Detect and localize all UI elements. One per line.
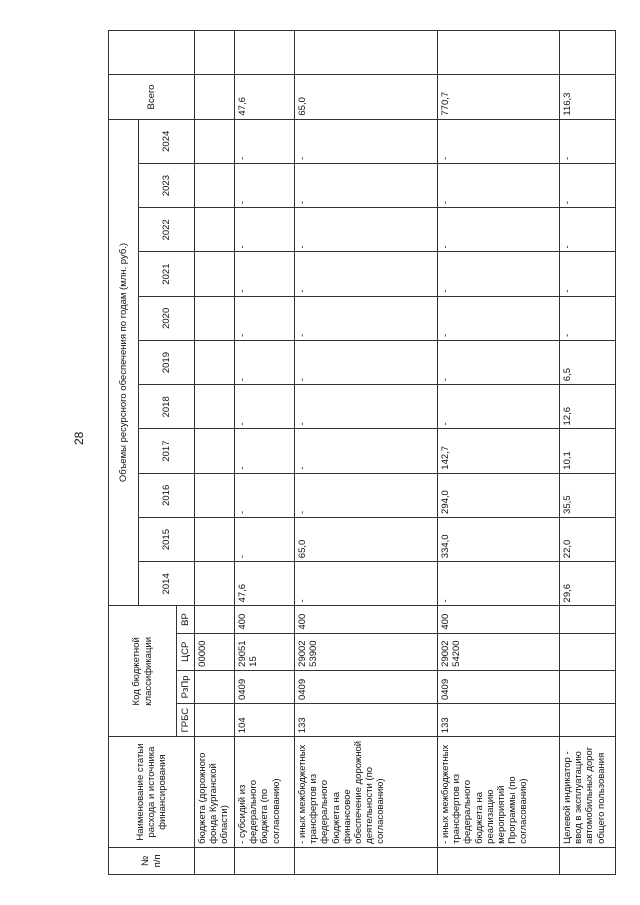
header-code-rzpr: РзПр <box>177 670 195 703</box>
row-value-2020 <box>195 296 235 340</box>
row-vr: 400 <box>438 606 560 633</box>
row-value-2017: 10,1 <box>560 429 616 473</box>
row-rzpr: 0409 <box>295 670 438 703</box>
row-name: бюджета (дорожного фонда Курганской области) <box>195 737 235 848</box>
budget-table-container <box>108 30 615 875</box>
row-grbs: 133 <box>295 704 438 737</box>
header-volumes-group: Объемы ресурсного обеспечения по годам (млн. руб.) <box>109 119 139 606</box>
row-value-2023 <box>195 163 235 207</box>
row-name: - субсидий из федерального бюджета (по согласованию) <box>235 737 295 848</box>
row-value-2019: - <box>295 340 438 384</box>
row-value-2017 <box>195 429 235 473</box>
row-value-2019: 6,5 <box>560 340 616 384</box>
row-grbs: 133 <box>438 704 560 737</box>
header-code-csr: ЦСР <box>177 633 195 670</box>
row-value-2014: - <box>295 562 438 606</box>
row-value-2022: - <box>235 208 295 252</box>
row-value-2024: - <box>438 119 560 163</box>
row-value-2017: - <box>295 429 438 473</box>
row-vr <box>560 606 616 633</box>
header-code-vr: ВР <box>177 606 195 633</box>
header-num: № п/п <box>109 847 195 874</box>
header-year-2018: 2018 <box>139 385 195 429</box>
table-row <box>438 31 560 875</box>
row-total: 65,0 <box>295 75 438 119</box>
row-value-2020: - <box>438 296 560 340</box>
row-value-2018: 12,6 <box>560 385 616 429</box>
row-value-2018: - <box>438 385 560 429</box>
row-vr: 400 <box>295 606 438 633</box>
row-value-2021: - <box>295 252 438 296</box>
header-year-2017: 2017 <box>139 429 195 473</box>
header-code-grbs: ГРБС <box>177 704 195 737</box>
header-year-2020: 2020 <box>139 296 195 340</box>
row-value-2018 <box>195 385 235 429</box>
table-row <box>195 31 235 875</box>
row-value-2024: - <box>560 119 616 163</box>
header-code-group: Код бюджетной классификации <box>109 606 177 737</box>
row-value-2023: - <box>438 163 560 207</box>
row-total: 47,6 <box>235 75 295 119</box>
header-extra-empty <box>109 31 195 75</box>
row-value-2020: - <box>235 296 295 340</box>
header-total: Всего <box>109 75 195 119</box>
row-total <box>195 75 235 119</box>
row-value-2021: - <box>235 252 295 296</box>
row-vr: 400 <box>235 606 295 633</box>
row-value-2021: - <box>560 252 616 296</box>
row-csr: 29002 54200 <box>438 633 560 670</box>
row-value-2024: - <box>235 119 295 163</box>
row-value-2024: - <box>295 119 438 163</box>
table-row <box>295 31 438 875</box>
row-name: - иных межбюджетных трансфертов из федерального бюджета на финансовое обеспечение дорожной деятельности (по согласованию) <box>295 737 438 848</box>
header-year-2014: 2014 <box>139 562 195 606</box>
row-value-2021: - <box>438 252 560 296</box>
row-rzpr <box>560 670 616 703</box>
row-value-2015: 22,0 <box>560 517 616 561</box>
row-value-2022: - <box>295 208 438 252</box>
row-num <box>295 847 438 874</box>
row-grbs: 104 <box>235 704 295 737</box>
row-csr: 29051 15 <box>235 633 295 670</box>
row-value-2015: - <box>235 517 295 561</box>
header-year-2023: 2023 <box>139 163 195 207</box>
row-csr <box>560 633 616 670</box>
row-num <box>560 847 616 874</box>
row-extra-empty <box>235 31 295 75</box>
row-value-2016 <box>195 473 235 517</box>
row-value-2024 <box>195 119 235 163</box>
row-num <box>438 847 560 874</box>
row-value-2015 <box>195 517 235 561</box>
row-value-2018: - <box>295 385 438 429</box>
row-value-2022: - <box>438 208 560 252</box>
budget-table <box>108 30 616 875</box>
table-row <box>560 31 616 875</box>
row-rzpr: 0409 <box>438 670 560 703</box>
row-value-2014 <box>195 562 235 606</box>
row-name: - иных межбюджетных трансфертов из федерального бюджета на реализацию мероприятий Программы (по согласованию) <box>438 737 560 848</box>
row-value-2020: - <box>295 296 438 340</box>
row-total: 116,3 <box>560 75 616 119</box>
row-value-2023: - <box>295 163 438 207</box>
header-year-2015: 2015 <box>139 517 195 561</box>
row-grbs <box>195 704 235 737</box>
row-value-2023: - <box>235 163 295 207</box>
row-num <box>195 847 235 874</box>
row-csr: 00000 <box>195 633 235 670</box>
row-rzpr: 0409 <box>235 670 295 703</box>
header-year-2024: 2024 <box>139 119 195 163</box>
row-value-2016: - <box>295 473 438 517</box>
row-value-2014: 47,6 <box>235 562 295 606</box>
row-value-2016: 35,5 <box>560 473 616 517</box>
header-year-2021: 2021 <box>139 252 195 296</box>
row-extra-empty <box>195 31 235 75</box>
row-value-2016: - <box>235 473 295 517</box>
row-vr <box>195 606 235 633</box>
row-value-2017: 142,7 <box>438 429 560 473</box>
row-csr: 29002 53900 <box>295 633 438 670</box>
row-value-2020: - <box>560 296 616 340</box>
row-name: Целевой индикатор - ввод в эксплуатацию автомобильных дорог общего пользования <box>560 737 616 848</box>
row-value-2014: 29,6 <box>560 562 616 606</box>
row-value-2017: - <box>235 429 295 473</box>
row-value-2015: 334,0 <box>438 517 560 561</box>
row-total: 770,7 <box>438 75 560 119</box>
header-name: Наименование статьи расхода и источника финансирования <box>109 737 195 848</box>
row-num <box>235 847 295 874</box>
row-value-2022: - <box>560 208 616 252</box>
row-extra-empty <box>295 31 438 75</box>
row-value-2014: - <box>438 562 560 606</box>
row-value-2019: - <box>438 340 560 384</box>
row-value-2021 <box>195 252 235 296</box>
row-extra-empty <box>438 31 560 75</box>
header-year-2019: 2019 <box>139 340 195 384</box>
header-year-2016: 2016 <box>139 473 195 517</box>
row-value-2018: - <box>235 385 295 429</box>
row-value-2022 <box>195 208 235 252</box>
row-extra-empty <box>560 31 616 75</box>
row-rzpr <box>195 670 235 703</box>
row-value-2016: 294,0 <box>438 473 560 517</box>
row-value-2019: - <box>235 340 295 384</box>
row-value-2019 <box>195 340 235 384</box>
row-grbs <box>560 704 616 737</box>
table-row <box>235 31 295 875</box>
header-year-2022: 2022 <box>139 208 195 252</box>
row-value-2023: - <box>560 163 616 207</box>
page-number: 28 <box>72 431 86 445</box>
row-value-2015: 65,0 <box>295 517 438 561</box>
